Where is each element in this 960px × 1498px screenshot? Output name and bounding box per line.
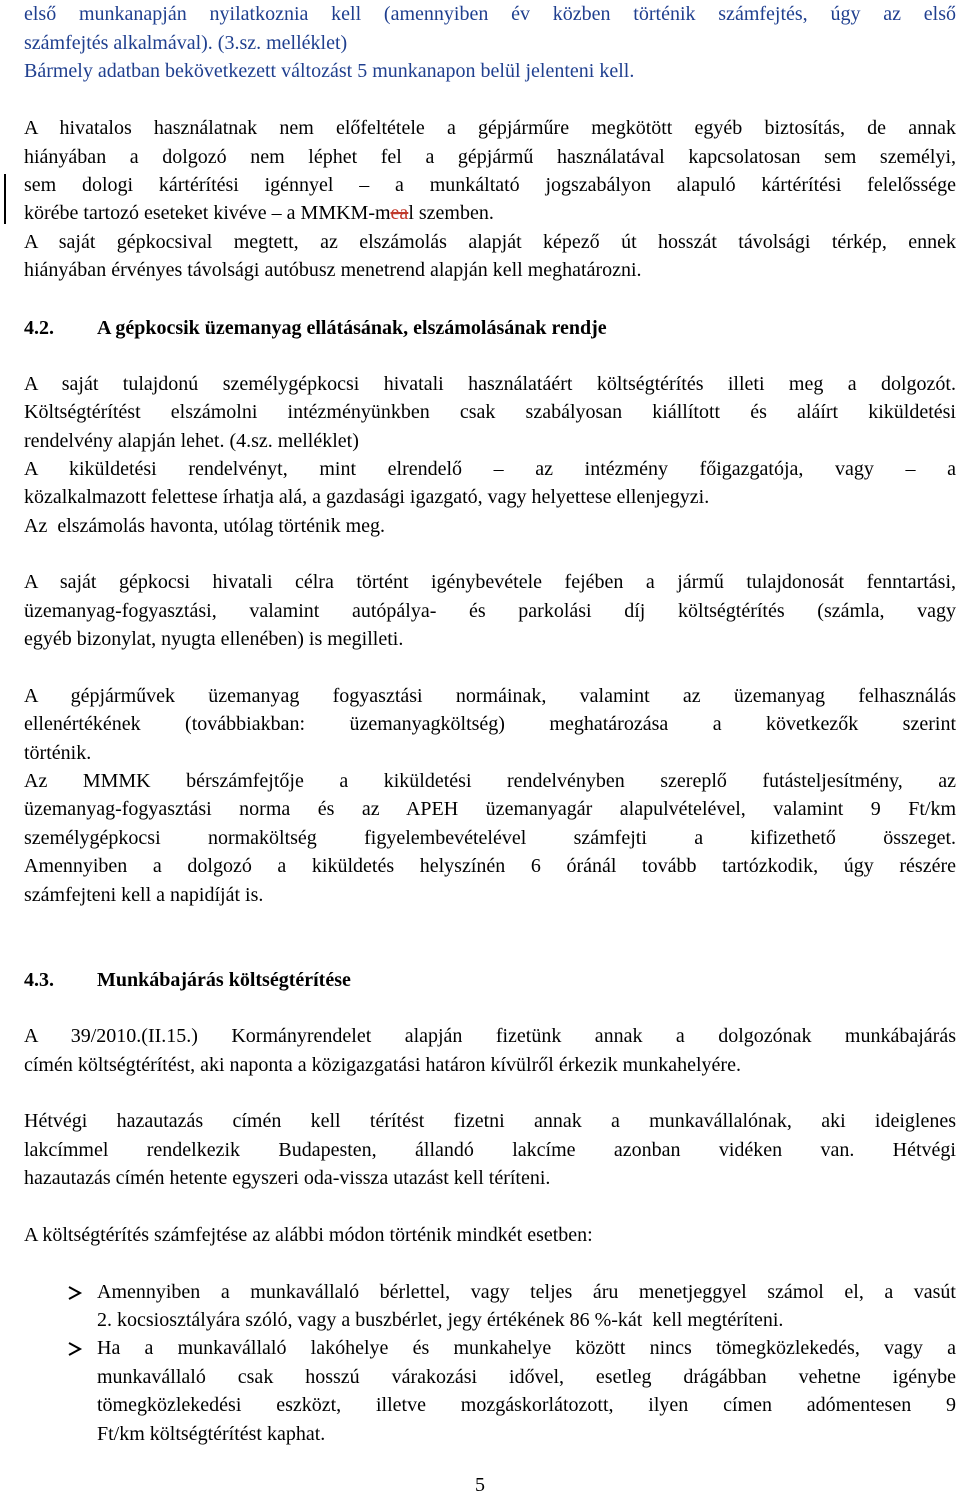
intro-line: Bármely adatban bekövetkezett változást 5 munkanapon belül jelenteni kell. bbox=[24, 60, 635, 82]
section-heading bbox=[24, 968, 351, 992]
section-number: 4.3. bbox=[24, 969, 54, 991]
paragraph-line: címén költségtérítést, aki naponta a közigazgatási határon kívülről érkezik munkahelyére. bbox=[24, 1054, 741, 1076]
paragraph-line: A hivatalos használatnak nem előfeltétele a gépjárműre megkötött egyéb biztosítás, de annak bbox=[24, 117, 956, 139]
page-number: 5 bbox=[475, 1474, 485, 1496]
bullet-line: Ft/km költségtérítést kaphat. bbox=[97, 1423, 326, 1445]
bullet-line: tömegközlekedési eszközt, illetve mozgáskorlátozott, ilyen címen adómentesen 9 bbox=[97, 1394, 956, 1416]
paragraph-line: Amennyiben a dolgozó a kiküldetés helyszínén 6 óránál tovább tartózkodik, úgy részére bbox=[24, 855, 956, 877]
section-title: Munkábajárás költségtérítése bbox=[97, 969, 351, 991]
paragraph-line bbox=[24, 201, 494, 225]
section-title: A gépkocsik üzemanyag ellátásának, elszámolásának rendje bbox=[97, 317, 607, 339]
paragraph-line: hiányában a dolgozó nem léphet fel a gépjármű használatával kapcsolatosan sem személyi, bbox=[24, 146, 956, 168]
paragraph-line: üzemanyag-fogyasztási, valamint autópálya- és parkolási díj költségtérítés (számla, vagy bbox=[24, 600, 956, 622]
bullet-line: munkavállaló csak hosszú várakozási idővel, esetleg drágábban vehetne igénybe bbox=[97, 1366, 956, 1388]
bullet-line: Ha a munkavállaló lakóhelye és munkahelye között nincs tömegközlekedés, vagy a bbox=[97, 1337, 956, 1359]
bullet-line: Amennyiben a munkavállaló bérlettel, vagy teljes áru menetjeggyel számol el, a vasút bbox=[97, 1281, 956, 1303]
paragraph-line: történik. bbox=[24, 742, 92, 764]
paragraph-line: egyéb bizonylat, nyugta ellenében) is megilleti. bbox=[24, 628, 404, 650]
paragraph-line: közalkalmazott felettese írhatja alá, a gazdasági igazgató, vagy helyettese ellenjegyzi. bbox=[24, 486, 710, 508]
text-run: l szemben. bbox=[408, 202, 494, 224]
paragraph-line: ellenértékének (továbbiakban: üzemanyagköltség) meghatározása a következők szerint bbox=[24, 713, 956, 735]
paragraph-line: személygépkocsi normaköltség figyelembevételével számfejti a kifizethető összeget. bbox=[24, 827, 956, 849]
paragraph-line: Az MMMK bérszámfejtője a kiküldetési rendelvényben szereplő futásteljesítmény, az bbox=[24, 770, 956, 792]
paragraph-line: A saját gépkocsival megtett, az elszámolás alapját képező út hosszát távolsági térkép, ennek bbox=[24, 231, 956, 253]
arrow-bullet-icon bbox=[64, 1281, 86, 1305]
section-number: 4.2. bbox=[24, 317, 54, 339]
paragraph-line: A 39/2010.(II.15.) Kormányrendelet alapján fizetünk annak a dolgozónak munkábajárás bbox=[24, 1025, 956, 1047]
section-heading bbox=[24, 316, 607, 340]
text-run: körébe tartozó eseteket kivéve – a MMKM-m bbox=[24, 202, 391, 224]
paragraph-line: Költségtérítést elszámolni intézményünkben csak szabályosan kiállított és aláírt kiküldetési bbox=[24, 401, 956, 423]
tracked-deletion: ea bbox=[390, 202, 409, 224]
paragraph-line: sem dologi kártérítési igénnyel – a munkáltató jogszabályon alapuló kártérítési felelőssége bbox=[24, 174, 956, 196]
paragraph-line: hiányában érvényes távolsági autóbusz menetrend alapján kell meghatározni. bbox=[24, 259, 642, 281]
change-bar bbox=[4, 174, 6, 224]
bullet-line: 2. kocsiosztályára szóló, vagy a buszbérlet, jegy értékének 86 %-kát kell megtéríteni. bbox=[97, 1309, 784, 1331]
paragraph-line: lakcímmel rendelkezik Budapesten, állandó lakcíme azonban vidéken van. Hétvégi bbox=[24, 1139, 956, 1161]
intro-line: számfejtés alkalmával). (3.sz. melléklet) bbox=[24, 32, 348, 54]
paragraph-line: Az elszámolás havonta, utólag történik meg. bbox=[24, 515, 386, 537]
paragraph-line: Hétvégi hazautazás címén kell térítést fizetni annak a munkavállalónak, aki ideiglenes bbox=[24, 1110, 956, 1132]
paragraph-line: rendelvény alapján lehet. (4.sz. melléklet) bbox=[24, 430, 359, 452]
paragraph-line: üzemanyag-fogyasztási norma és az APEH üzemanyagár alapulvételével, valamint 9 Ft/km bbox=[24, 798, 956, 820]
paragraph-line: hazautazás címén hetente egyszeri oda-vissza utazást kell téríteni. bbox=[24, 1167, 551, 1189]
paragraph-line: A saját gépkocsi hivatali célra történt igénybevétele fejében a jármű tulajdonosát fenntartási, bbox=[24, 571, 956, 593]
paragraph-line: A kiküldetési rendelvényt, mint elrendelő – az intézmény főigazgatója, vagy – a bbox=[24, 458, 956, 480]
paragraph-line: számfejteni kell a napidíját is. bbox=[24, 884, 264, 906]
paragraph-line: A gépjárművek üzemanyag fogyasztási normáinak, valamint az üzemanyag felhasználás bbox=[24, 685, 956, 707]
paragraph-line: A költségtérítés számfejtése az alábbi módon történik mindkét esetben: bbox=[24, 1224, 593, 1246]
arrow-bullet-icon bbox=[64, 1337, 86, 1361]
paragraph-line: A saját tulajdonú személygépkocsi hivatali használatáért költségtérítés illeti meg a dolgozót. bbox=[24, 373, 956, 395]
intro-line: első munkanapján nyilatkoznia kell (amennyiben év közben történik számfejtés, úgy az első bbox=[24, 3, 956, 25]
